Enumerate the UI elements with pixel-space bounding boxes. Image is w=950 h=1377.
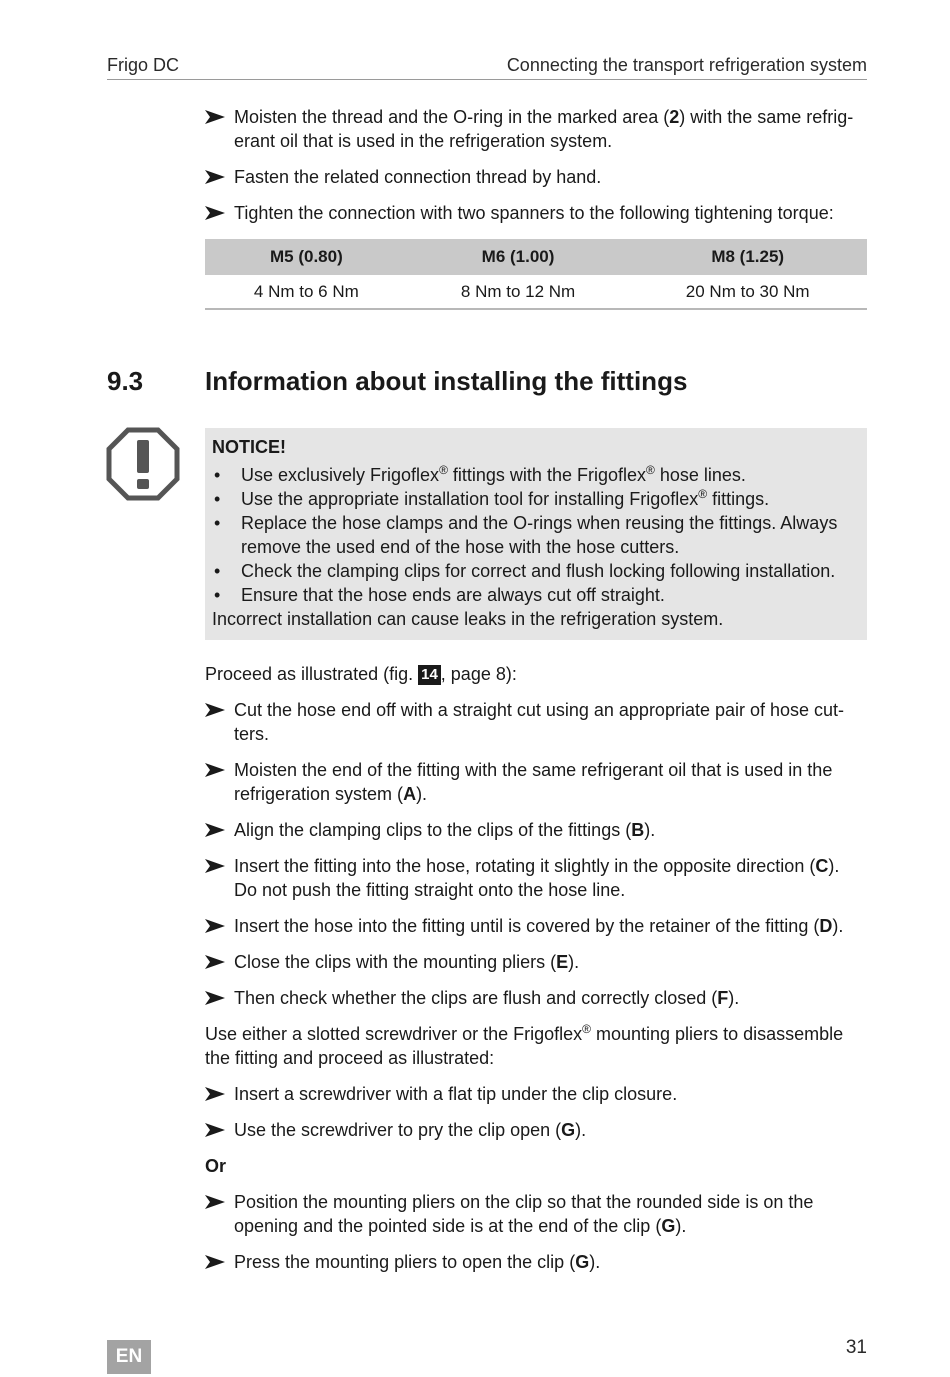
step-text: Insert the hose into the fitting until is covered by the retainer of the fitting ( xyxy=(234,916,820,936)
notice-list xyxy=(212,463,857,607)
step-text: Cut the hose end off with a straight cut using an appropriate pair of hose cut-ters. xyxy=(234,700,845,744)
step-text-end: ). xyxy=(568,952,580,972)
instruction-step xyxy=(205,1250,867,1274)
bullet-dot: • xyxy=(214,513,221,533)
arrow-bullet-icon xyxy=(205,854,227,878)
top-instructions xyxy=(205,105,867,310)
arrow-bullet-icon xyxy=(205,1082,227,1106)
instruction-step xyxy=(205,1118,867,1142)
instruction-step xyxy=(205,165,867,189)
or-label: Or xyxy=(205,1156,227,1176)
step-text-end: ). xyxy=(644,820,656,840)
step-text-end: ). xyxy=(832,916,844,936)
bullet-dot: • xyxy=(214,561,221,581)
torque-table xyxy=(205,239,867,310)
section-number: 9.3 xyxy=(107,366,144,396)
step-reference-letter: A xyxy=(403,784,417,804)
step-text: Tighten the connection with two spanners to the following tightening torque: xyxy=(234,203,834,223)
arrow-bullet-icon xyxy=(205,1250,227,1274)
step-reference-letter: D xyxy=(819,916,833,936)
proceed-paragraph xyxy=(205,662,867,686)
proceed-text-post: , page 8): xyxy=(440,664,517,684)
step-text: Insert the fitting into the hose, rotating it slightly in the opposite direction ( xyxy=(234,856,816,876)
instruction-step xyxy=(205,1082,867,1106)
page-number: 31 xyxy=(845,1337,867,1358)
notice-item-text: Check the clamping clips for correct and flush locking following installation. xyxy=(241,561,836,581)
step-reference-letter: E xyxy=(556,952,569,972)
step-reference-letter: G xyxy=(575,1252,590,1272)
arrow-bullet-icon xyxy=(205,1118,227,1142)
instruction-step xyxy=(205,986,867,1010)
step-text: Fasten the related connection thread by hand. xyxy=(234,167,602,187)
arrow-bullet-icon xyxy=(205,758,227,782)
torque-header-m6: M6 (1.00) xyxy=(408,239,629,275)
step-text-end: ). xyxy=(675,1216,687,1236)
notice-warning-icon xyxy=(106,427,180,501)
instruction-step xyxy=(205,201,867,225)
step-text: Press the mounting pliers to open the clip ( xyxy=(234,1252,576,1272)
arrow-bullet-icon xyxy=(205,105,227,129)
step-text: Insert a screwdriver with a flat tip under the clip closure. xyxy=(234,1084,678,1104)
header-chapter-title: Connecting the transport refrigeration system xyxy=(506,55,867,75)
step-list-screwdriver xyxy=(205,1082,867,1142)
arrow-bullet-icon xyxy=(205,698,227,722)
install-instructions xyxy=(205,662,867,1286)
arrow-bullet-icon xyxy=(205,165,227,189)
notice-item-text: Use the appropriate installation tool for installing Frigoflex® fittings. xyxy=(241,487,770,509)
instruction-step xyxy=(205,950,867,974)
torque-value-m8: 20 Nm to 30 Nm xyxy=(628,275,867,309)
torque-header-m8: M8 (1.25) xyxy=(628,239,867,275)
notice-item xyxy=(212,583,857,607)
step-text-end: ). xyxy=(416,784,428,804)
step-reference-letter: G xyxy=(561,1120,576,1140)
header-product-name: Frigo DC xyxy=(107,55,180,75)
header-divider xyxy=(107,79,867,80)
notice-item xyxy=(212,463,857,487)
step-reference-letter: F xyxy=(717,988,729,1008)
arrow-bullet-icon xyxy=(205,914,227,938)
notice-footer: Incorrect installation can cause leaks in the refrigeration system. xyxy=(212,609,724,629)
language-badge: EN xyxy=(107,1340,151,1374)
step-text: Moisten the thread and the O-ring in the marked area ( xyxy=(234,107,670,127)
torque-header-m5: M5 (0.80) xyxy=(205,239,408,275)
disassemble-paragraph: Use either a slotted screwdriver or the Frigoflex® mounting pliers to disassemble the fitting and proceed as illustrated: xyxy=(205,1022,844,1068)
step-list-pliers xyxy=(205,1190,867,1274)
arrow-bullet-icon xyxy=(205,950,227,974)
bullet-dot: • xyxy=(214,465,221,485)
instruction-step xyxy=(205,854,867,902)
step-text-end: ). Do not push the fitting straight onto the hose line. xyxy=(234,856,840,900)
notice-box xyxy=(205,428,867,640)
step-text: Then check whether the clips are flush and correctly closed ( xyxy=(234,988,718,1008)
torque-table-header-row xyxy=(205,239,867,275)
torque-value-m5: 4 Nm to 6 Nm xyxy=(205,275,408,309)
instruction-step xyxy=(205,105,867,153)
notice-title: NOTICE! xyxy=(212,437,286,457)
step-text: Align the clamping clips to the clips of the fittings ( xyxy=(234,820,632,840)
arrow-bullet-icon xyxy=(205,1190,227,1214)
notice-item-text: Ensure that the hose ends are always cut off straight. xyxy=(241,585,665,605)
notice-item xyxy=(212,487,857,511)
step-reference-letter: G xyxy=(661,1216,676,1236)
torque-table-row xyxy=(205,275,867,309)
arrow-bullet-icon xyxy=(205,818,227,842)
notice-item xyxy=(212,559,857,583)
step-text-end: ). xyxy=(589,1252,601,1272)
section-title: Information about installing the fittings xyxy=(205,366,688,396)
step-text: Moisten the end of the fitting with the same refrigerant oil that is used in the refrigeration system ( xyxy=(234,760,833,804)
instruction-step xyxy=(205,818,867,842)
notice-item-text: Use exclusively Frigoflex® fittings with the Frigoflex® hose lines. xyxy=(241,463,746,485)
step-text: Position the mounting pliers on the clip so that the rounded side is on the opening and the pointed side is at the end of the clip ( xyxy=(234,1192,814,1236)
torque-value-m6: 8 Nm to 12 Nm xyxy=(408,275,629,309)
proceed-text-pre: Proceed as illustrated (fig. xyxy=(205,664,419,684)
arrow-bullet-icon xyxy=(205,201,227,225)
step-text-end: ) with the same refrig-erant oil that is used in the refrigeration system. xyxy=(234,107,854,151)
figure-reference-badge: 14 xyxy=(418,665,441,685)
step-text: Use the screwdriver to pry the clip open ( xyxy=(234,1120,562,1140)
bullet-dot: • xyxy=(214,585,221,605)
step-list-top xyxy=(205,105,867,225)
step-reference-letter: 2 xyxy=(669,107,680,127)
step-reference-letter: B xyxy=(631,820,645,840)
instruction-step xyxy=(205,698,867,746)
notice-item xyxy=(212,511,857,559)
step-text-end: ). xyxy=(575,1120,587,1140)
notice-item-text: Replace the hose clamps and the O-rings when reusing the fittings. Always remove the used end of the hose with the hose cutters. xyxy=(241,513,838,557)
step-list-install xyxy=(205,698,867,1010)
arrow-bullet-icon xyxy=(205,986,227,1010)
instruction-step xyxy=(205,914,867,938)
instruction-step xyxy=(205,758,867,806)
bullet-dot: • xyxy=(214,489,221,509)
instruction-step xyxy=(205,1190,867,1238)
step-reference-letter: C xyxy=(815,856,829,876)
step-text: Close the clips with the mounting pliers ( xyxy=(234,952,557,972)
step-text-end: ). xyxy=(728,988,740,1008)
